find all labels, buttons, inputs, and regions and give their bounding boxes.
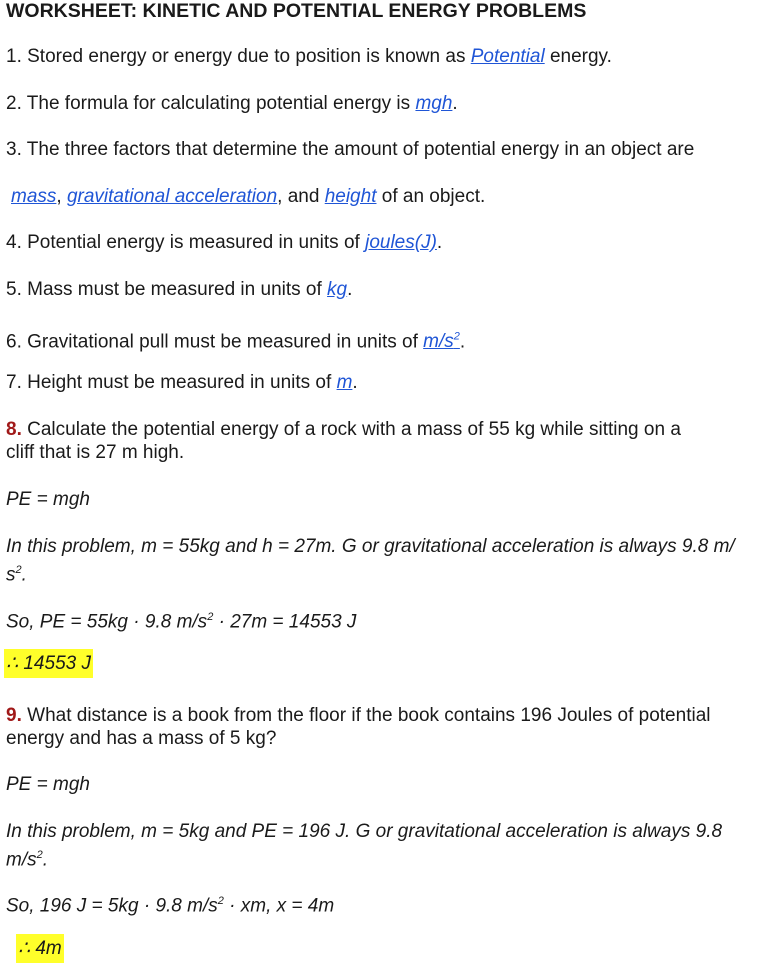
q6-post: . xyxy=(459,331,466,353)
q8-exponent: 2 xyxy=(15,564,22,576)
q8-formula: PE = mgh xyxy=(6,489,90,510)
q5-post: . xyxy=(347,279,353,300)
q8-answer-highlight: ∴ 14553 J xyxy=(4,649,93,678)
q3-sep: , xyxy=(56,186,67,207)
q9-answer-highlight: ∴ 4m xyxy=(16,934,64,963)
q8-calculation xyxy=(6,606,356,633)
q2-text: 2. The formula for calculating potential energy is xyxy=(6,93,416,114)
question-7 xyxy=(6,372,358,394)
q2-post: . xyxy=(452,93,458,114)
q6-text: 6. Gravitational pull must be measured in units of xyxy=(6,331,424,353)
q8-given: In this problem, m = 55kg and h = 27m. G or gravitational acceleration is always 9.8 m/ xyxy=(6,536,735,557)
q5-text: 5. Mass must be measured in units of xyxy=(6,279,328,300)
q6-exponent: 2 xyxy=(453,331,460,343)
q8-calc-exponent: 2 xyxy=(207,611,214,623)
question-9-cont: energy and has a mass of 5 kg? xyxy=(6,728,277,749)
q9-exponent: 2 xyxy=(36,849,43,861)
worksheet-title: WORKSHEET: KINETIC AND POTENTIAL ENERGY PROBLEMS xyxy=(6,0,587,22)
q8-given-cont xyxy=(6,559,27,586)
q9-answer xyxy=(16,938,64,960)
question-5 xyxy=(6,279,352,301)
question-1 xyxy=(6,46,612,68)
question-3: 3. The three factors that determine the amount of potential energy in an object are xyxy=(6,139,695,160)
q9-number: 9. xyxy=(6,705,22,726)
q3-sep: , and xyxy=(277,186,325,207)
q1-text: 1. Stored energy or energy due to position is known as xyxy=(6,46,471,67)
q9-text: What distance is a book from the floor if the book contains 196 Joules of potential xyxy=(21,705,711,726)
q8-calc-pre: So, PE = 55kg · 9.8 m/s xyxy=(6,611,208,633)
q2-answer: mgh xyxy=(415,93,453,114)
q8-unit: s xyxy=(6,564,16,586)
q9-period: . xyxy=(42,849,49,871)
q3-answer-gravity: gravitational acceleration xyxy=(66,186,278,207)
q4-answer: joules(J) xyxy=(365,232,437,253)
q9-calc-exponent: 2 xyxy=(217,895,224,907)
q7-post: . xyxy=(352,372,358,393)
q9-unit: m/s xyxy=(6,849,37,871)
q6-answer-unit: m/s xyxy=(423,331,454,353)
q9-formula: PE = mgh xyxy=(6,774,90,795)
q9-given: In this problem, m = 5kg and PE = 196 J. G or gravitational acceleration is always 9.8 xyxy=(6,821,723,842)
q8-number: 8. xyxy=(6,419,22,440)
q8-period: . xyxy=(21,564,27,586)
q9-calculation xyxy=(6,890,334,917)
q8-answer xyxy=(4,653,93,675)
q4-text: 4. Potential energy is measured in units of xyxy=(6,232,366,253)
q3-post: of an object. xyxy=(376,186,486,207)
question-4 xyxy=(6,232,442,254)
question-2 xyxy=(6,93,458,115)
q9-calc-pre: So, 196 J = 5kg · 9.8 m/s xyxy=(6,895,218,917)
question-8 xyxy=(6,419,681,441)
q8-text: Calculate the potential energy of a rock with a mass of 55 kg while sitting on a xyxy=(21,419,681,440)
q4-post: . xyxy=(436,232,443,253)
q7-answer: m xyxy=(336,372,353,393)
question-6 xyxy=(6,326,465,353)
q9-calc-post: · xm, x = 4m xyxy=(223,895,335,917)
q7-text: 7. Height must be measured in units of xyxy=(6,372,337,393)
q3-answer-height: height xyxy=(324,186,377,207)
q9-given-cont xyxy=(6,844,48,871)
question-8-cont: cliff that is 27 m high. xyxy=(6,442,185,463)
q1-answer: Potential xyxy=(470,46,545,67)
q5-answer: kg xyxy=(327,279,348,300)
q6-answer xyxy=(423,331,460,352)
question-9 xyxy=(6,705,710,727)
q1-post: energy. xyxy=(544,46,612,67)
q8-calc-post: · 27m = 14553 J xyxy=(213,611,357,633)
question-3-answers xyxy=(11,186,485,208)
q3-answer-mass: mass xyxy=(11,186,57,207)
